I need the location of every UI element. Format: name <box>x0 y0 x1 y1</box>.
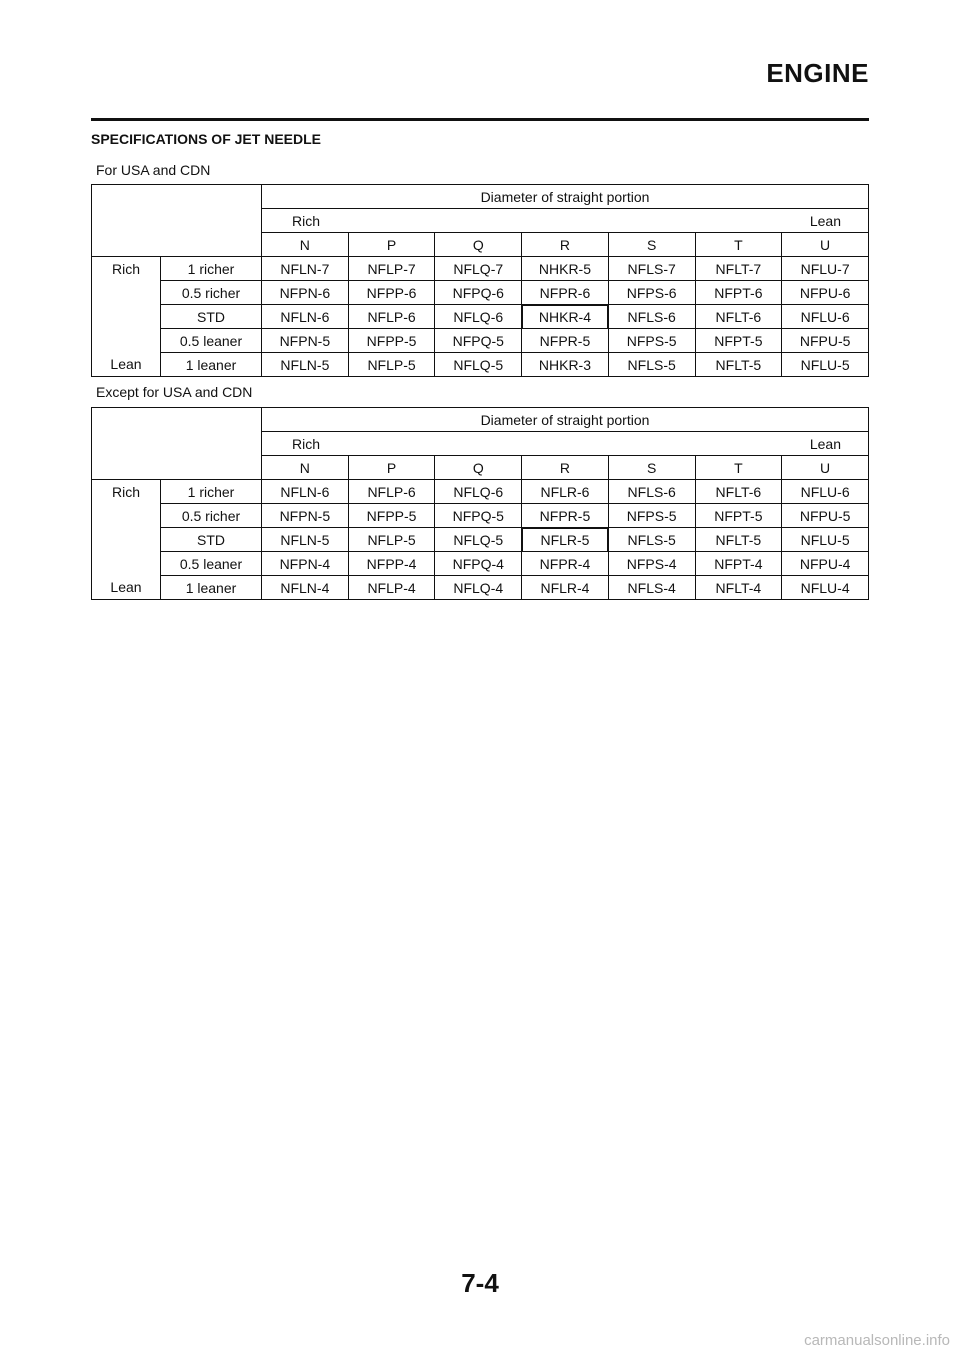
needle-code-cell: NFPU-5 <box>782 504 869 528</box>
needle-code-cell: NFLQ-5 <box>435 353 522 377</box>
scale-rich-label: Rich <box>292 212 321 229</box>
row-label: STD <box>161 528 262 552</box>
side-label-rich: Rich <box>92 480 161 504</box>
column-header: S <box>608 233 695 257</box>
needle-code-cell: NFLT-5 <box>695 528 782 552</box>
needle-code-cell: NFPP-4 <box>348 552 435 576</box>
header-divider <box>91 118 869 121</box>
table-row <box>92 552 869 576</box>
needle-code-cell: NFLU-4 <box>782 576 869 600</box>
needle-code-cell: NFLN-6 <box>262 305 349 329</box>
needle-code-cell: NFPT-5 <box>695 329 782 353</box>
row-label: 1 leaner <box>161 576 262 600</box>
needle-code-cell: NFLQ-6 <box>435 305 522 329</box>
needle-code-cell: NFPN-4 <box>262 552 349 576</box>
column-header: R <box>522 456 609 480</box>
needle-code-cell: NFLS-4 <box>608 576 695 600</box>
needle-code-cell: NFPQ-5 <box>435 504 522 528</box>
page-number: 7-4 <box>461 1268 499 1298</box>
needle-code-cell: NFLN-5 <box>262 353 349 377</box>
rich-lean-scale <box>262 209 869 233</box>
needle-code-cell: NFLU-6 <box>782 480 869 504</box>
column-header: T <box>695 456 782 480</box>
needle-code-cell: NFPR-5 <box>522 329 609 353</box>
needle-code-cell: NFPN-6 <box>262 281 349 305</box>
row-label: 1 richer <box>161 480 262 504</box>
needle-code-cell: NFLU-6 <box>782 305 869 329</box>
side-label-lean: Lean <box>92 576 161 600</box>
column-header: U <box>782 456 869 480</box>
needle-code-cell: NFPS-6 <box>608 281 695 305</box>
needle-code-cell: NFLN-6 <box>262 480 349 504</box>
group-header: Diameter of straight portion <box>262 185 869 209</box>
needle-code-cell: NFLQ-4 <box>435 576 522 600</box>
jet-needle-table-usa <box>91 184 869 377</box>
row-label: 0.5 leaner <box>161 329 262 353</box>
watermark: carmanualsonline.info <box>804 1332 950 1349</box>
needle-code-cell: NFLR-6 <box>522 480 609 504</box>
column-header: S <box>608 456 695 480</box>
needle-code-cell: NFLS-6 <box>608 480 695 504</box>
needle-code-cell: NFLS-7 <box>608 257 695 281</box>
needle-code-cell: NFPS-5 <box>608 504 695 528</box>
needle-code-cell: NFLT-6 <box>695 480 782 504</box>
needle-code-cell: NFLS-6 <box>608 305 695 329</box>
needle-code-cell: NFLU-5 <box>782 353 869 377</box>
needle-code-cell: NFPQ-6 <box>435 281 522 305</box>
needle-code-cell: NFLS-5 <box>608 353 695 377</box>
table-corner-blank <box>92 185 262 257</box>
row-label: 0.5 richer <box>161 504 262 528</box>
column-header: Q <box>435 456 522 480</box>
column-header: U <box>782 233 869 257</box>
needle-code-cell: NHKR-3 <box>522 353 609 377</box>
column-header: N <box>262 233 349 257</box>
scale-lean-label: Lean <box>809 212 841 229</box>
needle-code-cell: NFPT-5 <box>695 504 782 528</box>
needle-code-cell: NFLN-4 <box>262 576 349 600</box>
needle-code-cell: NFLT-6 <box>695 305 782 329</box>
needle-code-cell: NFPR-6 <box>522 281 609 305</box>
needle-code-cell: NFLP-5 <box>348 353 435 377</box>
row-label: 1 richer <box>161 257 262 281</box>
table-row <box>92 305 869 329</box>
column-header: P <box>348 456 435 480</box>
needle-code-cell: NFPS-5 <box>608 329 695 353</box>
needle-code-cell: NFPR-4 <box>522 552 609 576</box>
rich-lean-scale <box>262 432 869 456</box>
jet-needle-table-except-usa <box>91 407 869 600</box>
scale-lean-label: Lean <box>809 435 841 452</box>
side-label-blank <box>92 528 161 552</box>
row-label: 1 leaner <box>161 353 262 377</box>
needle-code-cell: NFPQ-5 <box>435 329 522 353</box>
needle-code-cell: NFLQ-5 <box>435 528 522 552</box>
side-label-blank <box>92 305 161 329</box>
table-row <box>92 528 869 552</box>
scale-rich-label: Rich <box>292 435 321 452</box>
needle-code-cell: NFLT-7 <box>695 257 782 281</box>
needle-code-cell: NFLU-7 <box>782 257 869 281</box>
needle-code-cell: NFPR-5 <box>522 504 609 528</box>
side-label-lean: Lean <box>92 353 161 377</box>
needle-code-cell: NFLT-5 <box>695 353 782 377</box>
column-header: N <box>262 456 349 480</box>
column-header: Q <box>435 233 522 257</box>
needle-code-cell: NFPT-4 <box>695 552 782 576</box>
table-corner-blank <box>92 408 262 480</box>
group-header: Diameter of straight portion <box>262 408 869 432</box>
table-row <box>92 353 869 377</box>
needle-code-cell: NFPP-5 <box>348 504 435 528</box>
needle-code-cell: NFPQ-4 <box>435 552 522 576</box>
needle-code-cell: NFLR-4 <box>522 576 609 600</box>
table-row <box>92 281 869 305</box>
needle-code-cell: NFLR-5 <box>522 528 609 552</box>
needle-code-cell: NFLS-5 <box>608 528 695 552</box>
needle-code-cell: NFLP-7 <box>348 257 435 281</box>
table-row <box>92 329 869 353</box>
table-row <box>92 504 869 528</box>
needle-code-cell: NFLT-4 <box>695 576 782 600</box>
table-caption-usa: For USA and CDN <box>96 162 211 178</box>
needle-code-cell: NFLN-7 <box>262 257 349 281</box>
table-row <box>92 257 869 281</box>
needle-code-cell: NFLP-6 <box>348 480 435 504</box>
needle-code-cell: NFPP-6 <box>348 281 435 305</box>
needle-code-cell: NFLN-5 <box>262 528 349 552</box>
needle-code-cell: NFPP-5 <box>348 329 435 353</box>
needle-code-cell: NFLP-5 <box>348 528 435 552</box>
row-label: STD <box>161 305 262 329</box>
needle-code-cell: NFLP-4 <box>348 576 435 600</box>
table-row <box>92 480 869 504</box>
column-header: R <box>522 233 609 257</box>
table-caption-except-usa: Except for USA and CDN <box>96 384 253 400</box>
side-label-blank <box>92 281 161 305</box>
needle-code-cell: NFLQ-6 <box>435 480 522 504</box>
side-label-blank <box>92 552 161 576</box>
needle-code-cell: NHKR-4 <box>522 305 609 329</box>
section-title: SPECIFICATIONS OF JET NEEDLE <box>91 131 321 147</box>
needle-code-cell: NFPN-5 <box>262 329 349 353</box>
needle-code-cell: NFLQ-7 <box>435 257 522 281</box>
column-header: P <box>348 233 435 257</box>
needle-code-cell: NFPU-6 <box>782 281 869 305</box>
table-row <box>92 576 869 600</box>
chapter-title: ENGINE <box>766 58 869 88</box>
needle-code-cell: NFLU-5 <box>782 528 869 552</box>
row-label: 0.5 richer <box>161 281 262 305</box>
needle-code-cell: NFPU-5 <box>782 329 869 353</box>
needle-code-cell: NFPT-6 <box>695 281 782 305</box>
side-label-rich: Rich <box>92 257 161 281</box>
side-label-blank <box>92 329 161 353</box>
row-label: 0.5 leaner <box>161 552 262 576</box>
column-header: T <box>695 233 782 257</box>
needle-code-cell: NFLP-6 <box>348 305 435 329</box>
needle-code-cell: NFPU-4 <box>782 552 869 576</box>
side-label-blank <box>92 504 161 528</box>
needle-code-cell: NHKR-5 <box>522 257 609 281</box>
needle-code-cell: NFPN-5 <box>262 504 349 528</box>
needle-code-cell: NFPS-4 <box>608 552 695 576</box>
